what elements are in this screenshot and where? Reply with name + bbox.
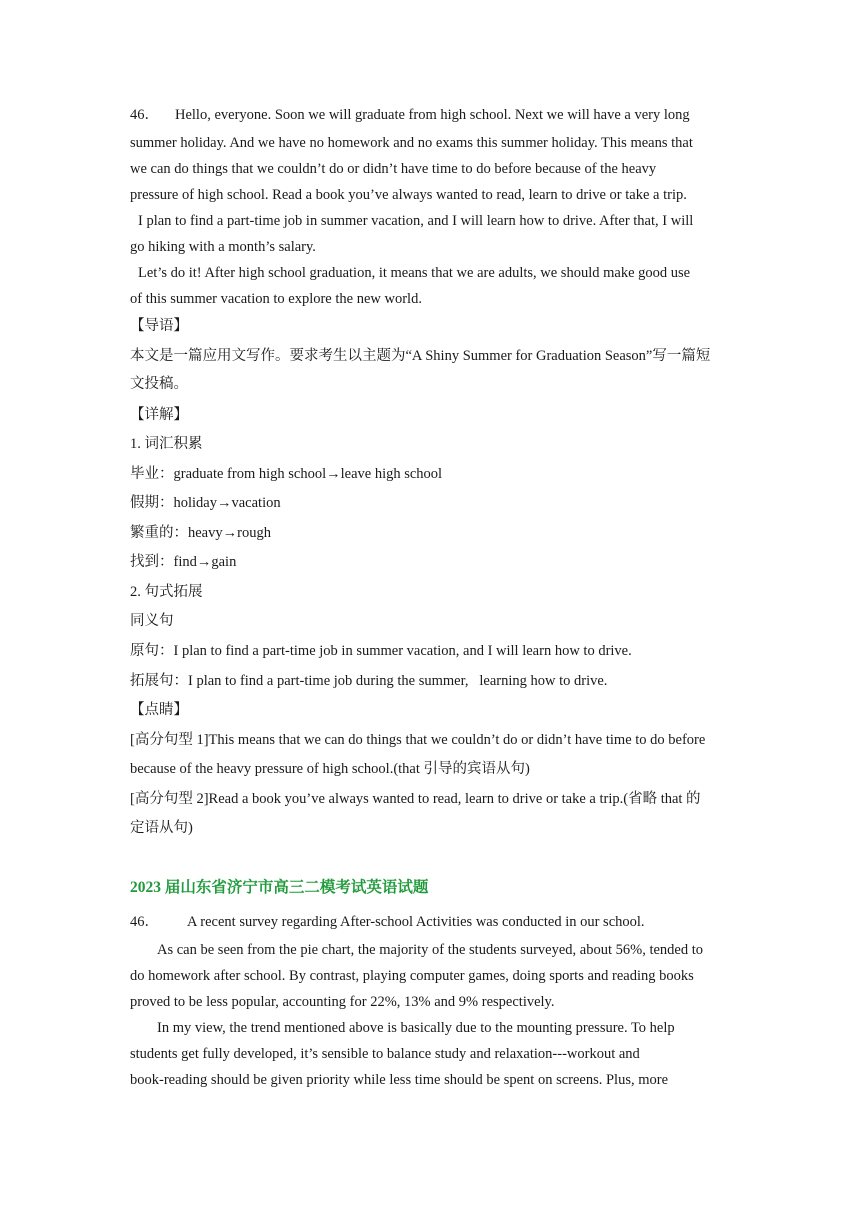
- essay-line: students get fully developed, it’s sensible to balance study and relaxation---workout and: [130, 1046, 640, 1062]
- essay-line: In my view, the trend mentioned above is basically due to the mounting pressure. To help: [157, 1020, 675, 1036]
- essay-line: go hiking with a month’s salary.: [130, 239, 316, 255]
- essay-line: [130, 105, 690, 125]
- vocab-item: 繁重的：heavy→rough: [130, 525, 271, 541]
- guide-heading: 【导语】: [130, 318, 188, 334]
- synonym-title: 同义句: [130, 613, 174, 629]
- essay-line: [130, 912, 645, 932]
- original-sentence: 原句：I plan to find a part-time job in summer vacation, and I will learn how to drive.: [130, 643, 632, 659]
- sentence-title: 2. 句式拓展: [130, 584, 203, 600]
- highlight-text: [高分句型 2]Read a book you’ve always wanted to read, learn to drive or take a trip.(省略 that 的: [130, 791, 701, 807]
- essay-text: Hello, everyone. Soon we will graduate from high school. Next we will have a very long: [175, 107, 690, 123]
- guide-text: 本文是一篇应用文写作。要求考生以主题为“A Shiny Summer for Graduation Season”写一篇短: [130, 348, 711, 364]
- highlight-text: 定语从句): [130, 820, 193, 836]
- section-title: 2023 届山东省济宁市高三二模考试英语试题: [130, 879, 429, 896]
- essay-line: I plan to find a part-time job in summer vacation, and I will learn how to drive. After that, I will: [138, 213, 694, 229]
- highlight-text: [高分句型 1]This means that we can do things that we couldn’t do or didn’t have time to do before: [130, 732, 706, 748]
- vocab-item: 找到：find→gain: [130, 554, 237, 570]
- expanded-sentence: 拓展句：I plan to find a part-time job during the summer, learning how to drive.: [130, 673, 608, 689]
- vocab-item: 假期：holiday→vacation: [130, 495, 281, 511]
- vocab-item: 毕业：graduate from high school→leave high school: [130, 466, 443, 482]
- question-number: 46．: [130, 107, 159, 123]
- essay-line: of this summer vacation to explore the new world.: [130, 291, 422, 307]
- detail-heading: 【详解】: [130, 407, 188, 423]
- essay-line: do homework after school. By contrast, playing computer games, doing sports and reading books: [130, 968, 694, 984]
- essay-line: As can be seen from the pie chart, the majority of the students surveyed, about 56%, tended to: [157, 942, 704, 958]
- essay-line: book-reading should be given priority while less time should be spent on screens. Plus, more: [130, 1072, 669, 1088]
- essay-line: pressure of high school. Read a book you’ve always wanted to read, learn to drive or take a trip.: [130, 187, 687, 203]
- essay-line: Let’s do it! After high school graduation, it means that we are adults, we should make good use: [138, 265, 691, 281]
- essay-line: proved to be less popular, accounting for 22%, 13% and 9% respectively.: [130, 994, 555, 1010]
- question-number: 46．: [130, 914, 159, 930]
- essay-text: A recent survey regarding After-school Activities was conducted in our school.: [187, 914, 645, 930]
- essay-line: we can do things that we couldn’t do or didn’t have time to do before because of the heavy: [130, 161, 657, 177]
- guide-text: 文投稿。: [130, 376, 188, 392]
- vocab-title: 1. 词汇积累: [130, 436, 203, 452]
- highlight-heading: 【点睛】: [130, 702, 188, 718]
- essay-line: summer holiday. And we have no homework and no exams this summer holiday. This means that: [130, 135, 693, 151]
- highlight-text: because of the heavy pressure of high school.(that 引导的宾语从句): [130, 761, 530, 777]
